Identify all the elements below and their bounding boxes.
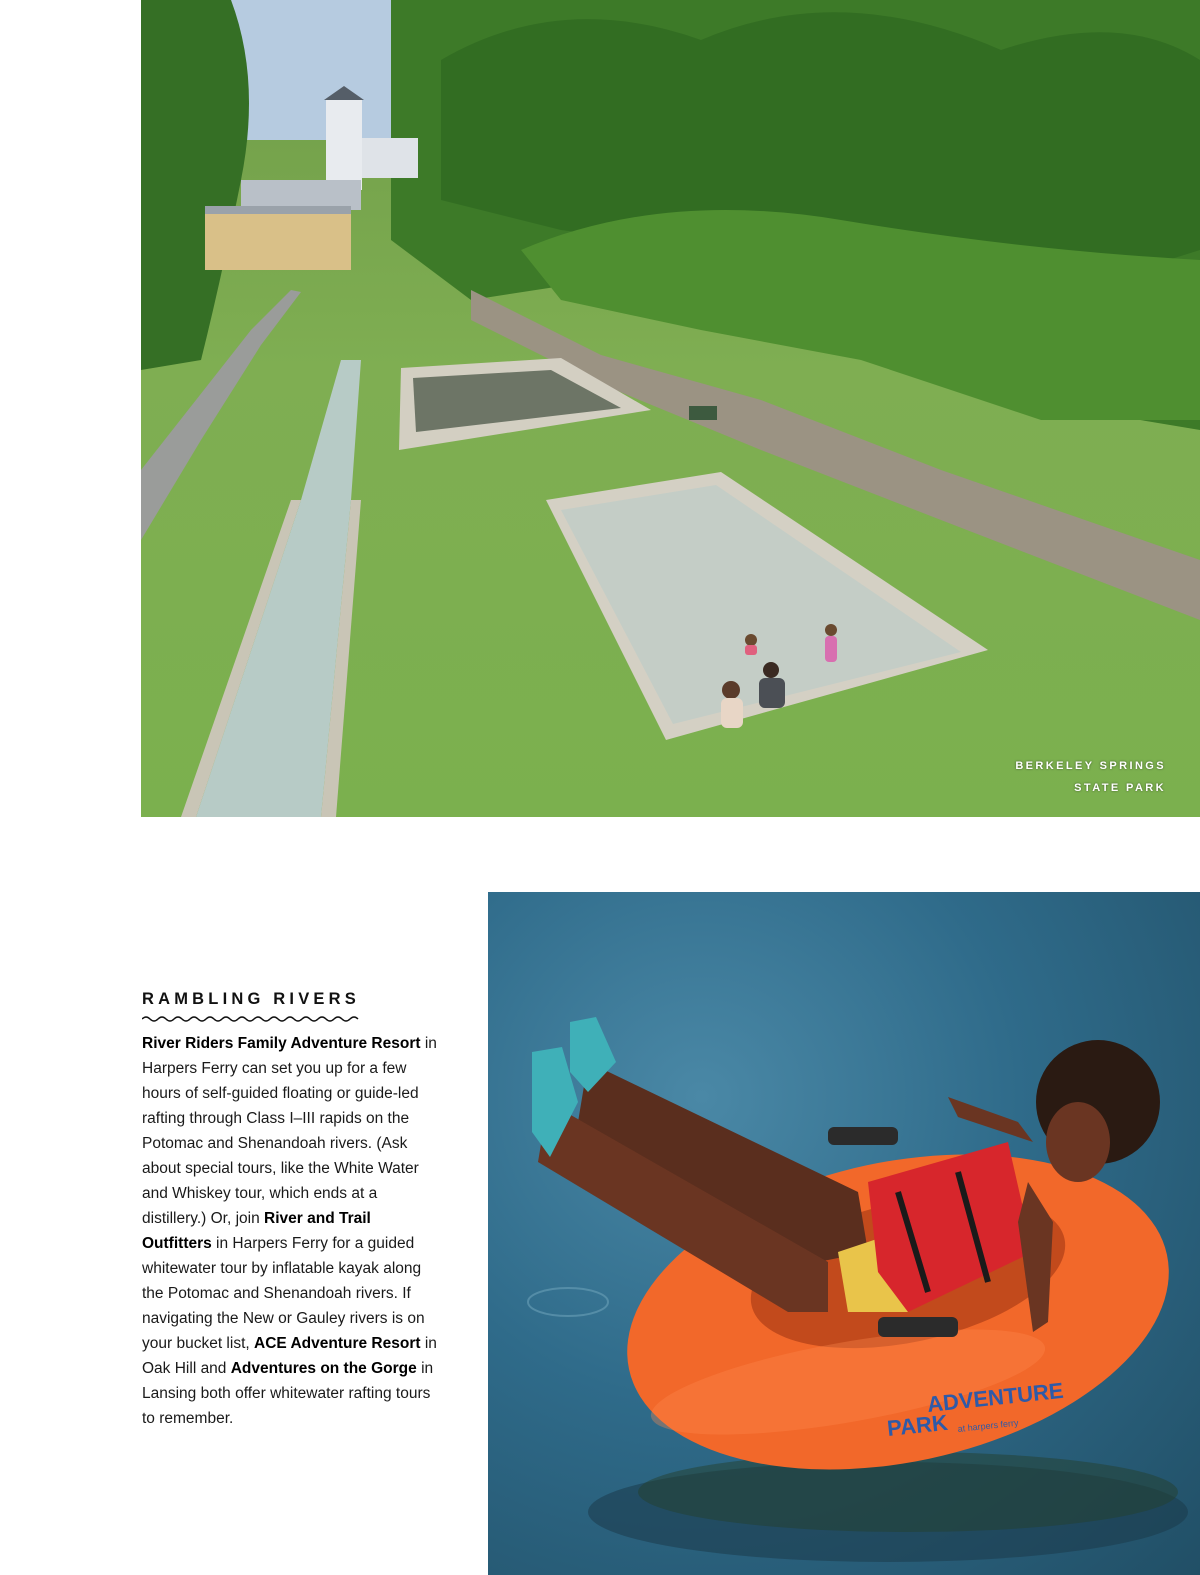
- river-tubing-photo: [488, 892, 1200, 1575]
- tube-brand-line2: PARK: [885, 1409, 949, 1441]
- berkeley-springs-photo: [141, 0, 1200, 817]
- caption-line-2: STATE PARK: [1074, 782, 1166, 794]
- tube-brand-line1: ADVENTURE: [925, 1377, 1065, 1417]
- article-rambling-rivers: [142, 990, 442, 1431]
- article-body: [142, 1031, 442, 1431]
- venue-adventures-on-the-gorge: Adventures on the Gorge: [230, 1360, 417, 1377]
- tube-brand-sub: at harpers ferry: [957, 1417, 1019, 1434]
- tubing-scene-illustration: [488, 892, 1200, 1575]
- section-heading: RAMBLING RIVERS: [142, 990, 360, 1008]
- venue-river-and-trail-outfitters: River and Trail Outfitters: [142, 1210, 371, 1252]
- venue-river-riders: River Riders Family Adventure Resort: [142, 1035, 421, 1052]
- caption-line-1: BERKELEY SPRINGS: [1015, 760, 1166, 772]
- body-segment-1: in Harpers Ferry can set you up for a few hours of self-guided floating or guide-led rafting through Class I–III rapids on the Potomac and Shenandoah rivers. (Ask about special tours, like the White Water and Whiskey tour, which ends at a distillery.) Or, join: [142, 1035, 437, 1227]
- venue-ace-adventure-resort: ACE Adventure Resort: [254, 1335, 421, 1352]
- wavy-divider: [142, 1015, 360, 1023]
- body-segment-3: in Oak Hill and: [142, 1335, 437, 1377]
- photo-caption: [1015, 755, 1166, 799]
- body-segment-4: in Lansing both offer whitewater rafting tours to remember.: [142, 1360, 434, 1427]
- park-scene-illustration: [141, 0, 1200, 817]
- body-segment-2: in Harpers Ferry for a guided whitewater tour by inflatable kayak along the Potomac and Shenandoah rivers. If navigating the New or Gauley rivers is on your bucket list,: [142, 1235, 425, 1352]
